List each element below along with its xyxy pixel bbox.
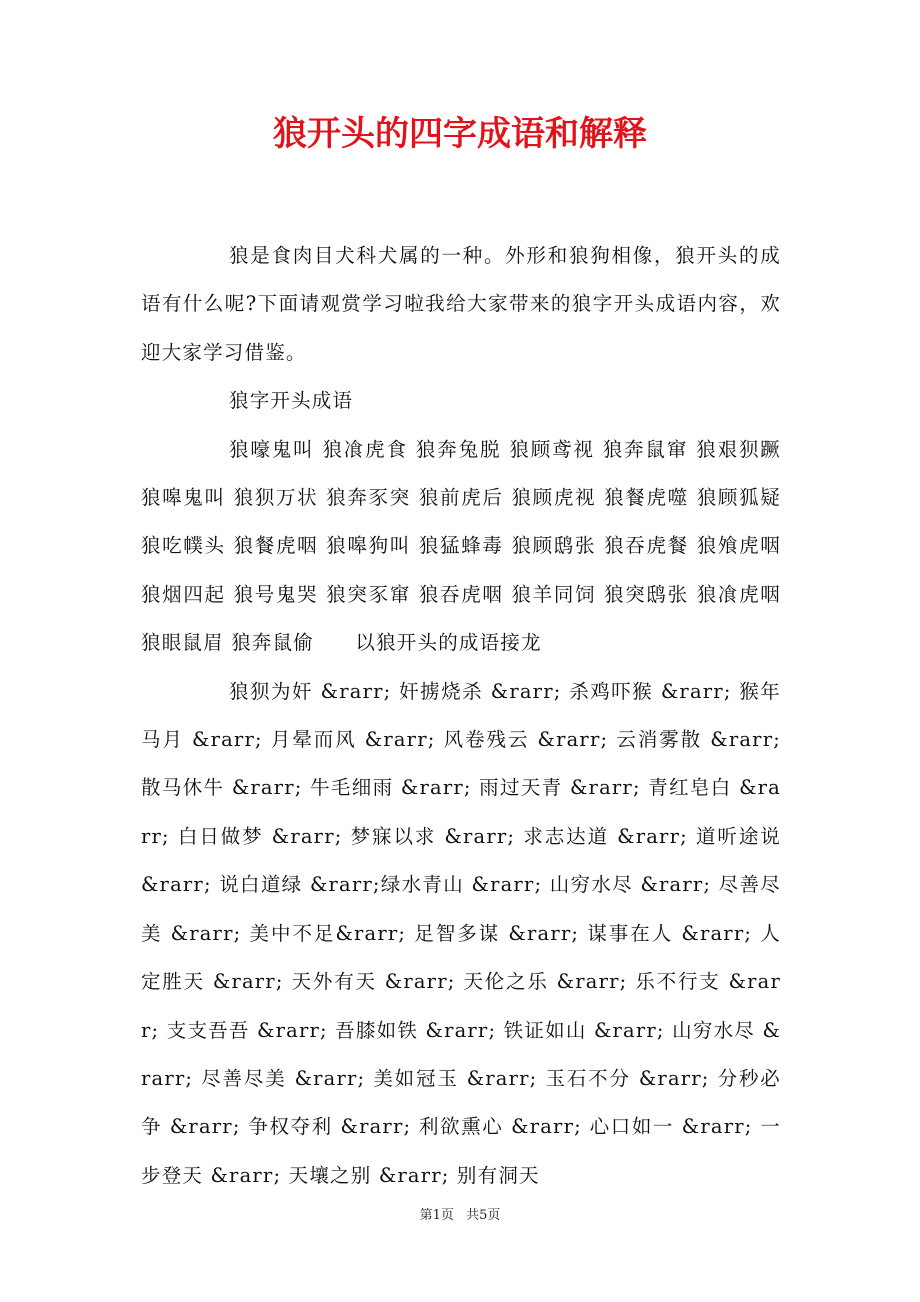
page-number: 第1页 [419, 1208, 454, 1223]
intro-paragraph: 狼是食肉目犬科犬属的一种。外形和狼狗相像，狼开头的成语有什么呢?下面请观赏学习啦我给大家带来的狼字开头成语内容，欢迎大家学习借鉴。 [141, 244, 781, 364]
section-heading: 狼字开头成语 [229, 389, 354, 413]
idiom-list-paragraph: 狼嚎鬼叫 狼飡虎食 狼奔兔脱 狼顾鸢视 狼奔鼠窜 狼艰狈蹶 狼嗥鬼叫 狼狈万状 狼奔豕突 狼前虎后 狼顾虎视 狼餐虎噬 狼顾狐疑 狼吃幞头 狼餐虎咽 狼嗥狗叫 狼猛蜂毒 狼顾鸱张 狼吞虎餐 狼飧虎咽 狼烟四起 狼号鬼哭 狼突豕窜 狼吞虎咽 狼羊同饲 狼突鸱张 狼飡虎咽 狼眼鼠眉 狼奔鼠偷 以狼开头的成语接龙 [141, 437, 781, 655]
page-total: 共5页 [466, 1208, 501, 1223]
idiom-chain-paragraph: 狼狈为奸 &rarr; 奸掳烧杀 &rarr; 杀鸡吓猴 &rarr; 猴年马月 &rarr; 月晕而风 &rarr; 风卷残云 &rarr; 云消雾散 &rarr; 散马休牛 &rarr; 牛毛细雨 &rarr; 雨过天青 &rarr; 青红皂白 &rarr; 白日做梦 &rarr; 梦寐以求 &rarr; 求志达道 &rarr; 道听途说 &rarr; 说白道绿 &rarr;绿水青山 &rarr; 山穷水尽 &rarr; 尽善尽美 &rarr; 美中不足&rarr; 足智多谋 &rarr; 谋事在人 &rarr; 人定胜天 &rarr; 天外有天 &rarr; 天伦之乐 &rarr; 乐不行支 &rarr; 支支吾吾 &rarr; 吾膝如铁 &rarr; 铁证如山 &rarr; 山穷水尽 &rarr; 尽善尽美 &rarr; 美如冠玉 &rarr; 玉石不分 &rarr; 分秒必争 &rarr; 争权夺利 &rarr; 利欲熏心 &rarr; 心口如一 &rarr; 一步登天 &rarr; 天壤之别 &rarr; 别有洞天 [141, 679, 781, 1187]
document-title: 狼开头的四字成语和解释 [273, 114, 647, 154]
document-body [141, 232, 781, 1200]
page-footer [0, 1206, 920, 1226]
